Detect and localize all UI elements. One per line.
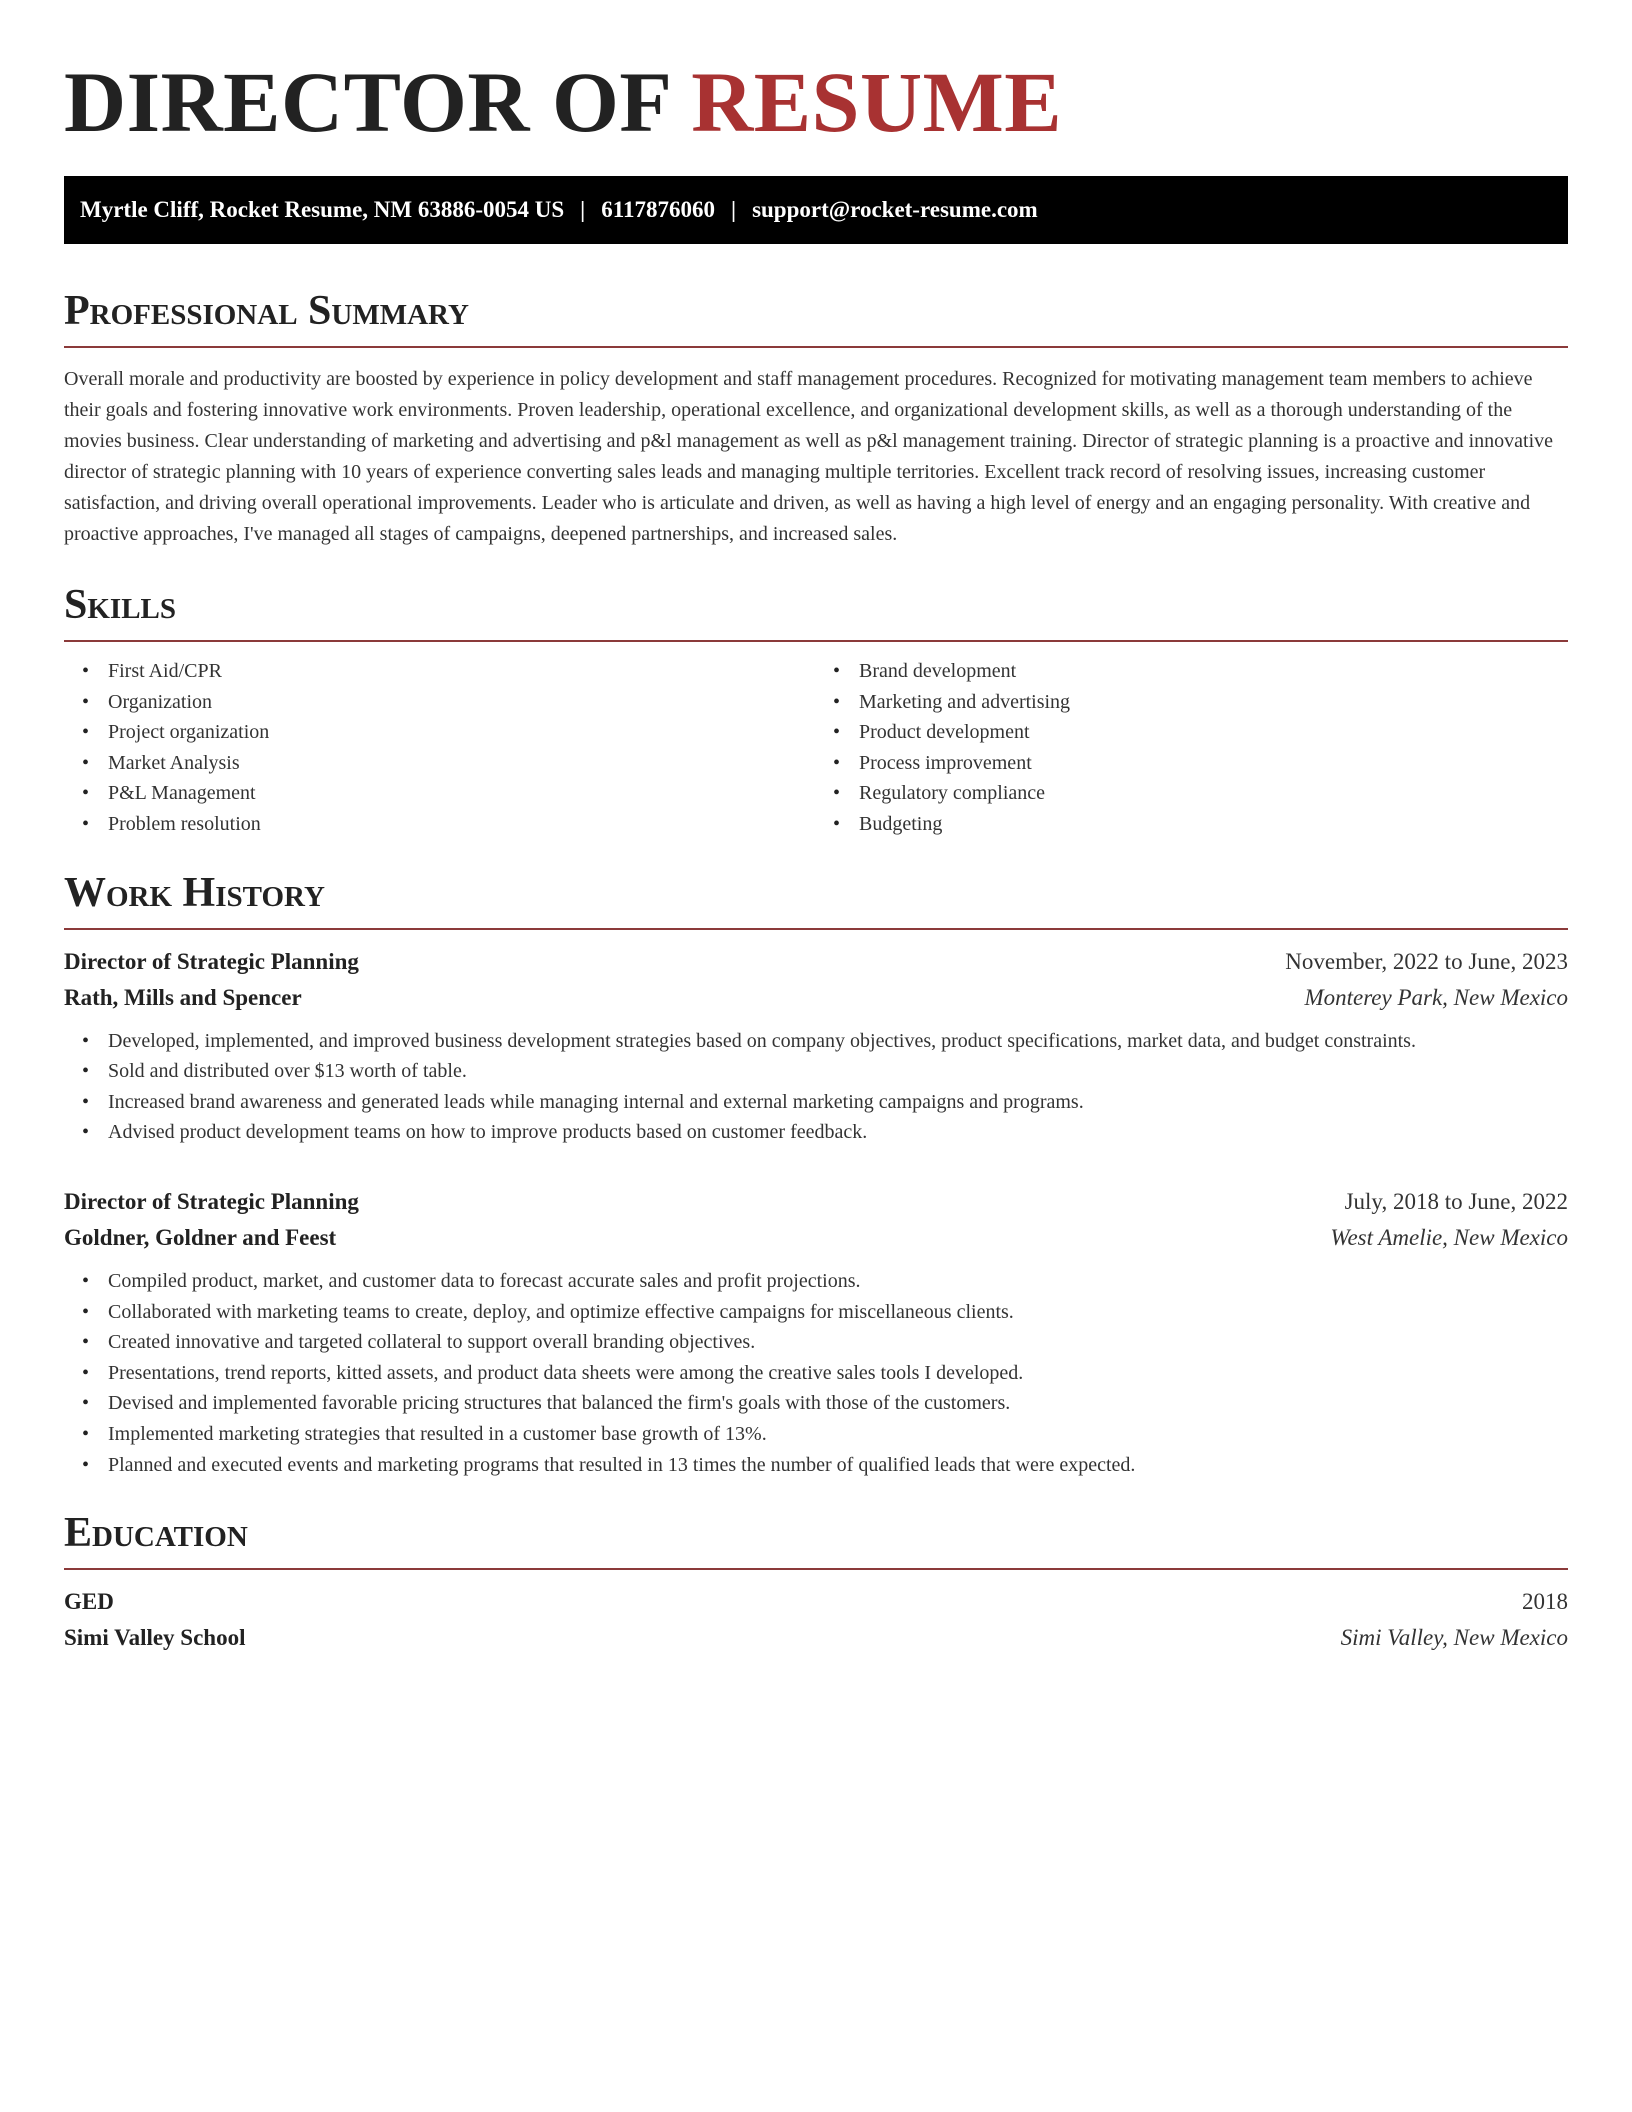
job-bullet: • Implemented marketing strategies that resulted in a customer base growth of 13%. [108,1419,1568,1450]
job-company: Rath, Mills and Spencer [64,984,302,1010]
job-location: Monterey Park, New Mexico [1304,984,1568,1010]
education-entry [64,1584,1568,1656]
job-bullet: • Planned and executed events and marketing programs that resulted in 13 times the number of qualified leads that were expected. [108,1450,1568,1481]
job-bullets [64,1266,1568,1480]
job-location: West Amelie, New Mexico [1330,1224,1568,1250]
skills-columns [64,656,1568,840]
skill-item: • P&L Management [108,778,817,809]
contact-email: support@rocket-resume.com [752,197,1038,222]
education-heading: Education [64,1510,1568,1570]
job-bullet: • Presentations, trend reports, kitted assets, and product data sheets were among the creative sales tools I developed. [108,1358,1568,1389]
education-degree: GED [64,1589,114,1615]
job-bullet: • Devised and implemented favorable pricing structures that balanced the firm's goals with those of the customers. [108,1388,1568,1419]
skill-item: • Market Analysis [108,748,817,779]
education-location: Simi Valley, New Mexico [1340,1625,1568,1651]
job-company-row [64,1220,1568,1256]
summary-text: Overall morale and productivity are boosted by experience in policy development and staff management procedures. Recognized for motivating management team members to achieve their goals and fostering innovative work environments. Proven leadership, operational excellence, and organizational development skills, as well as a thorough understanding of the movies business. Clear understanding of marketing and advertising and p&l management as well as p&l management training. Director of strategic planning is a proactive and innovative director of strategic planning with 10 years of experience converting sales leads and managing multiple territories. Excellent track record of resolving issues, increasing customer satisfaction, and driving overall operational improvements. Leader who is articulate and driven, as well as having a high level of energy and an engaging personality. With creative and proactive approaches, I've managed all stages of campaigns, deepened partnerships, and increased sales. [64,368,1554,545]
skill-item: • Product development [859,717,1568,748]
education-section [64,1510,1568,1656]
job-bullet: • Increased brand awareness and generated leads while managing internal and external marketing campaigns and programs. [108,1087,1568,1118]
job-bullet: • Sold and distributed over $13 worth of table. [108,1056,1568,1087]
skills-left-list [64,656,817,840]
skill-item: • Organization [108,687,817,718]
contact-separator: | [580,197,586,222]
job-bullets [64,1026,1568,1148]
skill-item: • Process improvement [859,748,1568,779]
summary-section [64,288,1568,550]
work-history-heading: Work History [64,870,1568,930]
skill-item: • Marketing and advertising [859,687,1568,718]
skills-heading: Skills [64,582,1568,642]
job-bullet: • Advised product development teams on how to improve products based on customer feedback. [108,1117,1568,1148]
skills-right-list [817,656,1568,840]
education-school-row [64,1620,1568,1656]
job-bullet: • Compiled product, market, and customer data to forecast accurate sales and profit projections. [108,1266,1568,1297]
contact-bar [64,176,1568,244]
job-dates: November, 2022 to June, 2023 [1285,948,1568,974]
education-school: Simi Valley School [64,1625,246,1651]
education-degree-row [64,1584,1568,1620]
job-title-row [64,944,1568,980]
contact-address: Myrtle Cliff, Rocket Resume, NM 63886-0054 US [80,197,565,222]
job-entry [64,944,1568,1148]
work-history-section [64,870,1568,1481]
skill-item: • Budgeting [859,809,1568,840]
job-title-row [64,1184,1568,1220]
skill-item: • Regulatory compliance [859,778,1568,809]
skills-section [64,582,1568,840]
education-year: 2018 [1522,1589,1568,1615]
job-title: Director of Strategic Planning [64,1188,359,1214]
job-company-row [64,980,1568,1016]
skill-item: • Project organization [108,717,817,748]
job-bullet: • Collaborated with marketing teams to create, deploy, and optimize effective campaigns for miscellaneous clients. [108,1297,1568,1328]
skill-item: • First Aid/CPR [108,656,817,687]
job-bullet: • Developed, implemented, and improved business development strategies based on company objectives, product specifications, market data, and budget constraints. [108,1026,1568,1057]
job-title: Director of Strategic Planning [64,948,359,974]
contact-separator: | [730,197,737,222]
job-company: Goldner, Goldner and Feest [64,1224,337,1250]
contact-phone: 6117876060 [601,197,715,222]
summary-heading: Professional Summary [64,288,1568,348]
job-entry [64,1184,1568,1480]
skill-item: • Problem resolution [108,809,817,840]
skill-item: • Brand development [859,656,1568,687]
resume-title [64,52,1568,152]
job-bullet: • Created innovative and targeted collateral to support overall branding objectives. [108,1327,1568,1358]
title-main: DIRECTOR OF [64,54,670,150]
title-accent: RESUME [691,54,1063,150]
job-dates: July, 2018 to June, 2022 [1344,1188,1568,1214]
